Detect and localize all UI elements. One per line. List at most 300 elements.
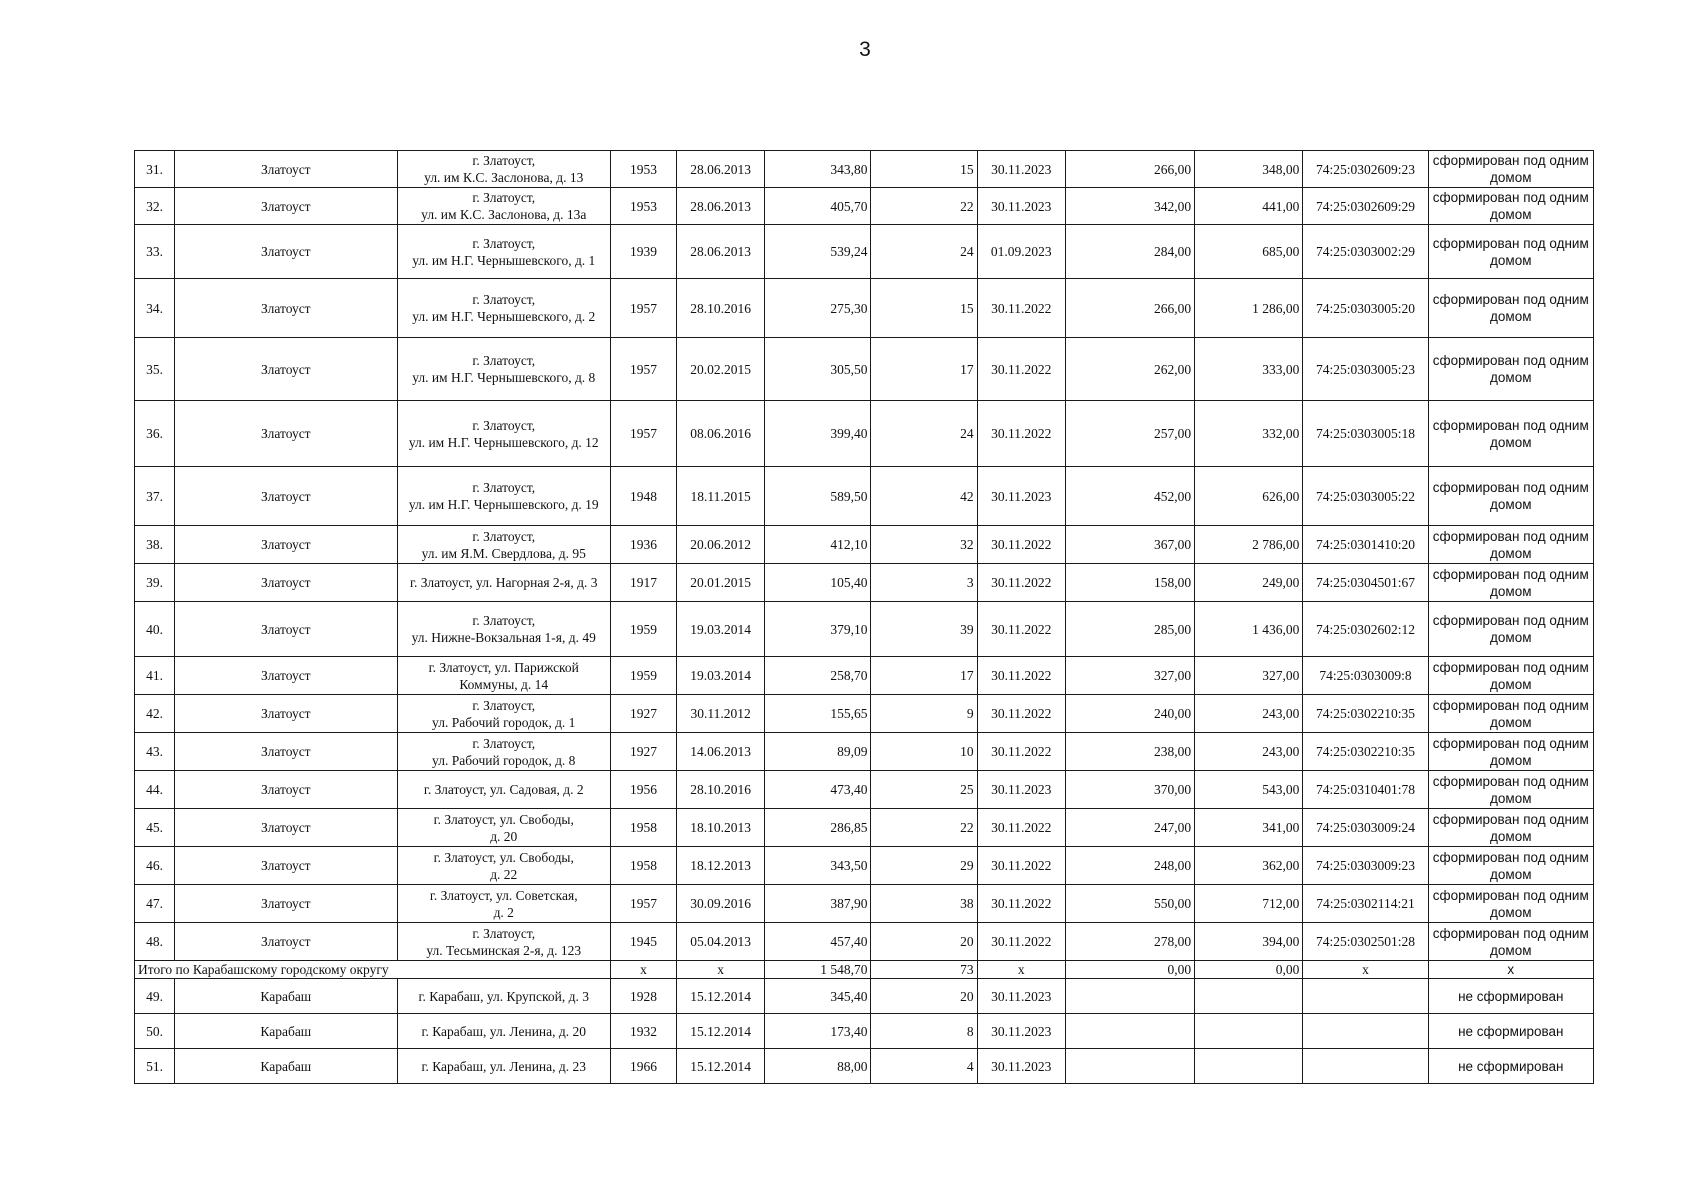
planned-date-cell: 30.11.2022: [977, 279, 1065, 338]
residents-cell: 39: [871, 602, 977, 657]
locality-cell: Златоуст: [175, 225, 397, 279]
locality-cell: Златоуст: [175, 657, 397, 695]
planned-date-cell: 30.11.2022: [977, 401, 1065, 467]
plot-area-total-cell: 1 286,00: [1195, 279, 1303, 338]
plot-area-cell: 248,00: [1065, 847, 1194, 885]
address-cell: [397, 657, 610, 695]
year-cell: 1959: [610, 657, 676, 695]
address-cell-line: г. Златоуст,: [472, 480, 536, 495]
plot-area-total-cell: 243,00: [1195, 695, 1303, 733]
plot-area-total-cell: [1195, 979, 1303, 1014]
plot-status-cell: не сформирован: [1428, 1014, 1593, 1049]
address-cell-line: д. 2: [493, 904, 514, 920]
planned-date-cell: 30.11.2023: [977, 771, 1065, 809]
residents-cell: 8: [871, 1014, 977, 1049]
area-cell: 405,70: [765, 188, 871, 225]
locality-cell: Златоуст: [175, 885, 397, 923]
address-cell: [397, 151, 610, 188]
address-cell-line: г. Златоуст, ул. Советская,: [429, 887, 578, 903]
locality-cell: Златоуст: [175, 401, 397, 467]
locality-cell: Златоуст: [175, 151, 397, 188]
plot-status-cell: сформирован под одним домом: [1428, 188, 1593, 225]
year-cell: 1959: [610, 602, 676, 657]
recognition-date-cell: 15.12.2014: [677, 979, 765, 1014]
plot-area-total-cell: 543,00: [1195, 771, 1303, 809]
row-number: 48.: [135, 923, 175, 961]
table-row: [135, 657, 1594, 695]
address-cell-line: г. Златоуст, ул. Парижской: [428, 659, 579, 675]
row-number: 33.: [135, 225, 175, 279]
row-number: 36.: [135, 401, 175, 467]
address-cell: [397, 733, 610, 771]
plot-area-cell: 284,00: [1065, 225, 1194, 279]
cadastral-number-cell: [1303, 979, 1428, 1014]
area-cell: 457,40: [765, 923, 871, 961]
area-cell: 88,00: [765, 1049, 871, 1084]
cadastral-number-cell: 74:25:0303009:23: [1303, 847, 1428, 885]
residents-cell: 22: [871, 809, 977, 847]
address-cell: [397, 188, 610, 225]
planned-date-cell: 30.11.2022: [977, 885, 1065, 923]
address-cell-line: д. 22: [490, 866, 518, 882]
residents-cell: 20: [871, 923, 977, 961]
address-cell-line: ул. им Н.Г. Чернышевского, д. 8: [412, 370, 596, 385]
row-number: 50.: [135, 1014, 175, 1049]
locality-cell: Златоуст: [175, 279, 397, 338]
plot-area-total-cell: 0,00: [1195, 961, 1303, 979]
planned-date-cell: 30.11.2022: [977, 526, 1065, 564]
address-cell-line: г. Златоуст,: [472, 353, 536, 368]
recognition-date-cell: 18.12.2013: [677, 847, 765, 885]
cadastral-number-cell: 74:25:0303005:22: [1303, 467, 1428, 526]
area-cell: 399,40: [765, 401, 871, 467]
address-cell-line: г. Златоуст,: [472, 190, 536, 205]
address-cell: [397, 564, 610, 602]
locality-cell: Златоуст: [175, 467, 397, 526]
cadastral-number-cell: 74:25:0302210:35: [1303, 733, 1428, 771]
recognition-date-cell: 30.11.2012: [677, 695, 765, 733]
residents-cell: 4: [871, 1049, 977, 1084]
year-cell: 1928: [610, 979, 676, 1014]
plot-area-total-cell: [1195, 1049, 1303, 1084]
residents-cell: 10: [871, 733, 977, 771]
cadastral-number-cell: 74:25:0304501:67: [1303, 564, 1428, 602]
plot-area-total-cell: 441,00: [1195, 188, 1303, 225]
recognition-date-cell: 20.01.2015: [677, 564, 765, 602]
recognition-date-cell: 19.03.2014: [677, 657, 765, 695]
plot-area-cell: 370,00: [1065, 771, 1194, 809]
table-row: [135, 602, 1594, 657]
area-cell: 173,40: [765, 1014, 871, 1049]
address-cell-line: г. Златоуст, ул. Садовая, д. 2: [423, 782, 584, 797]
year-cell: 1957: [610, 885, 676, 923]
area-cell: 539,24: [765, 225, 871, 279]
table-row: [135, 979, 1594, 1014]
address-cell-line: г. Златоуст, ул. Нагорная 2-я, д. 3: [409, 575, 598, 590]
residents-cell: 9: [871, 695, 977, 733]
table-row: [135, 564, 1594, 602]
locality-cell: Златоуст: [175, 564, 397, 602]
residents-cell: 24: [871, 401, 977, 467]
planned-date-cell: 30.11.2023: [977, 467, 1065, 526]
address-cell: [397, 771, 610, 809]
address-cell-line: ул. им К.С. Заслонова, д. 13: [424, 170, 584, 185]
address-cell-line: ул. Рабочий городок, д. 1: [432, 714, 576, 730]
year-cell: 1948: [610, 467, 676, 526]
plot-status-cell: x: [1428, 961, 1593, 979]
planned-date-cell: x: [977, 961, 1065, 979]
plot-area-cell: 247,00: [1065, 809, 1194, 847]
planned-date-cell: 30.11.2023: [977, 979, 1065, 1014]
address-cell-line: г. Златоуст,: [472, 528, 536, 544]
residents-cell: 3: [871, 564, 977, 602]
plot-area-cell: 266,00: [1065, 279, 1194, 338]
table-row: [135, 526, 1594, 564]
plot-area-total-cell: 626,00: [1195, 467, 1303, 526]
address-cell: [397, 467, 610, 526]
year-cell: 1932: [610, 1014, 676, 1049]
planned-date-cell: 30.11.2022: [977, 564, 1065, 602]
recognition-date-cell: 14.06.2013: [677, 733, 765, 771]
planned-date-cell: 30.11.2023: [977, 151, 1065, 188]
recognition-date-cell: 18.11.2015: [677, 467, 765, 526]
table-row: [135, 847, 1594, 885]
recognition-date-cell: x: [677, 961, 765, 979]
address-cell: [397, 401, 610, 467]
recognition-date-cell: 28.10.2016: [677, 771, 765, 809]
plot-area-total-cell: 362,00: [1195, 847, 1303, 885]
plot-area-total-cell: 2 786,00: [1195, 526, 1303, 564]
row-number: 44.: [135, 771, 175, 809]
address-cell-line: г. Карабаш, ул. Крупской, д. 3: [418, 988, 589, 1004]
area-cell: 105,40: [765, 564, 871, 602]
plot-area-total-cell: 333,00: [1195, 338, 1303, 401]
plot-area-total-cell: 1 436,00: [1195, 602, 1303, 657]
locality-cell: Златоуст: [175, 771, 397, 809]
plot-status-cell: сформирован под одним домом: [1428, 338, 1593, 401]
area-cell: 305,50: [765, 338, 871, 401]
locality-cell: Златоуст: [175, 809, 397, 847]
plot-area-cell: 158,00: [1065, 564, 1194, 602]
year-cell: 1927: [610, 695, 676, 733]
area-cell: 155,65: [765, 695, 871, 733]
plot-status-cell: сформирован под одним домом: [1428, 225, 1593, 279]
address-cell: [397, 847, 610, 885]
plot-area-cell: 257,00: [1065, 401, 1194, 467]
cadastral-number-cell: 74:25:0302609:29: [1303, 188, 1428, 225]
plot-area-total-cell: 249,00: [1195, 564, 1303, 602]
address-cell: [397, 1049, 610, 1084]
table-row: [135, 401, 1594, 467]
subtotal-row: [135, 961, 1594, 979]
year-cell: 1958: [610, 809, 676, 847]
address-cell-line: г. Карабаш, ул. Ленина, д. 23: [421, 1058, 587, 1074]
locality-cell: Златоуст: [175, 188, 397, 225]
year-cell: 1966: [610, 1049, 676, 1084]
locality-cell: Златоуст: [175, 847, 397, 885]
area-cell: 89,09: [765, 733, 871, 771]
plot-area-total-cell: 243,00: [1195, 733, 1303, 771]
address-cell-line: Коммуны, д. 14: [459, 676, 549, 692]
address-cell-line: ул. им Н.Г. Чернышевского, д. 19: [408, 497, 599, 512]
address-cell-line: г. Златоуст,: [472, 925, 536, 941]
row-number: 31.: [135, 151, 175, 188]
cadastral-number-cell: [1303, 1014, 1428, 1049]
table-row: [135, 151, 1594, 188]
locality-cell: Златоуст: [175, 338, 397, 401]
cadastral-number-cell: 74:25:0303009:24: [1303, 809, 1428, 847]
page-number: 3: [859, 38, 871, 61]
locality-cell: Златоуст: [175, 602, 397, 657]
year-cell: 1957: [610, 279, 676, 338]
plot-area-cell: 367,00: [1065, 526, 1194, 564]
address-cell: [397, 225, 610, 279]
table-row: [135, 923, 1594, 961]
plot-status-cell: сформирован под одним домом: [1428, 771, 1593, 809]
year-cell: 1957: [610, 338, 676, 401]
row-number: 43.: [135, 733, 175, 771]
plot-area-cell: [1065, 1049, 1194, 1084]
address-cell-line: г. Златоуст, ул. Свободы,: [433, 849, 574, 865]
locality-cell: Карабаш: [175, 1014, 397, 1049]
residents-cell: 22: [871, 188, 977, 225]
plot-area-cell: 342,00: [1065, 188, 1194, 225]
plot-area-cell: 240,00: [1065, 695, 1194, 733]
address-cell-line: г. Златоуст,: [472, 292, 536, 307]
year-cell: 1927: [610, 733, 676, 771]
area-cell: 343,80: [765, 151, 871, 188]
plot-status-cell: сформирован под одним домом: [1428, 695, 1593, 733]
housing-registry-table: [134, 150, 1594, 1084]
residents-cell: 73: [871, 961, 977, 979]
area-cell: 379,10: [765, 602, 871, 657]
plot-status-cell: сформирован под одним домом: [1428, 151, 1593, 188]
locality-cell: Златоуст: [175, 526, 397, 564]
residents-cell: 42: [871, 467, 977, 526]
cadastral-number-cell: 74:25:0301410:20: [1303, 526, 1428, 564]
area-cell: 1 548,70: [765, 961, 871, 979]
locality-cell: Златоуст: [175, 733, 397, 771]
row-number: 35.: [135, 338, 175, 401]
address-cell-line: г. Златоуст,: [472, 153, 536, 168]
table-row: [135, 695, 1594, 733]
plot-status-cell: сформирован под одним домом: [1428, 847, 1593, 885]
plot-status-cell: сформирован под одним домом: [1428, 923, 1593, 961]
table-row: [135, 809, 1594, 847]
planned-date-cell: 30.11.2022: [977, 657, 1065, 695]
area-cell: 345,40: [765, 979, 871, 1014]
area-cell: 589,50: [765, 467, 871, 526]
subtotal-label: Итого по Карабашскому городскому округу: [135, 961, 611, 979]
residents-cell: 20: [871, 979, 977, 1014]
residents-cell: 24: [871, 225, 977, 279]
recognition-date-cell: 15.12.2014: [677, 1014, 765, 1049]
year-cell: 1945: [610, 923, 676, 961]
plot-area-total-cell: 712,00: [1195, 885, 1303, 923]
table-row: [135, 188, 1594, 225]
plot-area-total-cell: 332,00: [1195, 401, 1303, 467]
year-cell: 1936: [610, 526, 676, 564]
row-number: 49.: [135, 979, 175, 1014]
recognition-date-cell: 28.06.2013: [677, 225, 765, 279]
cadastral-number-cell: x: [1303, 961, 1428, 979]
address-cell-line: г. Златоуст,: [472, 235, 536, 251]
cadastral-number-cell: 74:25:0302602:12: [1303, 602, 1428, 657]
plot-area-cell: 285,00: [1065, 602, 1194, 657]
planned-date-cell: 30.11.2023: [977, 1014, 1065, 1049]
row-number: 46.: [135, 847, 175, 885]
plot-status-cell: сформирован под одним домом: [1428, 809, 1593, 847]
year-cell: 1953: [610, 151, 676, 188]
residents-cell: 29: [871, 847, 977, 885]
address-cell-line: ул. Тесьминская 2-я, д. 123: [426, 942, 582, 958]
residents-cell: 15: [871, 151, 977, 188]
address-cell: [397, 809, 610, 847]
table-row: [135, 1049, 1594, 1084]
planned-date-cell: 30.11.2023: [977, 1049, 1065, 1084]
address-cell-line: ул. им Я.М. Свердлова, д. 95: [421, 545, 586, 561]
plot-status-cell: сформирован под одним домом: [1428, 564, 1593, 602]
locality-cell: Карабаш: [175, 1049, 397, 1084]
area-cell: 387,90: [765, 885, 871, 923]
cadastral-number-cell: 74:25:0303005:18: [1303, 401, 1428, 467]
row-number: 37.: [135, 467, 175, 526]
row-number: 38.: [135, 526, 175, 564]
address-cell-line: ул. им Н.Г. Чернышевского, д. 1: [412, 252, 596, 268]
address-cell-line: ул. им Н.Г. Чернышевского, д. 12: [408, 434, 599, 450]
plot-status-cell: не сформирован: [1428, 1049, 1593, 1084]
row-number: 47.: [135, 885, 175, 923]
plot-area-cell: [1065, 1014, 1194, 1049]
plot-area-cell: [1065, 979, 1194, 1014]
address-cell-line: ул. Нижне-Вокзальная 1-я, д. 49: [411, 630, 596, 645]
plot-area-total-cell: 348,00: [1195, 151, 1303, 188]
row-number: 39.: [135, 564, 175, 602]
plot-area-cell: 266,00: [1065, 151, 1194, 188]
address-cell: [397, 695, 610, 733]
plot-status-cell: сформирован под одним домом: [1428, 279, 1593, 338]
plot-area-cell: 327,00: [1065, 657, 1194, 695]
plot-area-total-cell: 394,00: [1195, 923, 1303, 961]
cadastral-number-cell: 74:25:0303002:29: [1303, 225, 1428, 279]
plot-area-cell: 262,00: [1065, 338, 1194, 401]
plot-area-total-cell: 341,00: [1195, 809, 1303, 847]
planned-date-cell: 01.09.2023: [977, 225, 1065, 279]
planned-date-cell: 30.11.2022: [977, 602, 1065, 657]
plot-area-cell: 0,00: [1065, 961, 1194, 979]
address-cell-line: г. Златоуст,: [472, 417, 536, 433]
table-row: [135, 885, 1594, 923]
year-cell: 1917: [610, 564, 676, 602]
cadastral-number-cell: 74:25:0303005:23: [1303, 338, 1428, 401]
area-cell: 275,30: [765, 279, 871, 338]
area-cell: 286,85: [765, 809, 871, 847]
residents-cell: 17: [871, 657, 977, 695]
year-cell: 1957: [610, 401, 676, 467]
area-cell: 412,10: [765, 526, 871, 564]
recognition-date-cell: 19.03.2014: [677, 602, 765, 657]
plot-status-cell: сформирован под одним домом: [1428, 467, 1593, 526]
cadastral-number-cell: 74:25:0302210:35: [1303, 695, 1428, 733]
address-cell-line: ул. Рабочий городок, д. 8: [432, 752, 576, 768]
area-cell: 343,50: [765, 847, 871, 885]
locality-cell: Карабаш: [175, 979, 397, 1014]
row-number: 45.: [135, 809, 175, 847]
planned-date-cell: 30.11.2022: [977, 338, 1065, 401]
table-row: [135, 338, 1594, 401]
year-cell: 1956: [610, 771, 676, 809]
plot-status-cell: сформирован под одним домом: [1428, 602, 1593, 657]
address-cell-line: ул. им К.С. Заслонова, д. 13а: [421, 207, 587, 222]
address-cell-line: ул. им Н.Г. Чернышевского, д. 2: [412, 309, 596, 324]
table-row: [135, 279, 1594, 338]
address-cell-line: г. Златоуст, ул. Свободы,: [433, 811, 574, 827]
address-cell: [397, 923, 610, 961]
plot-area-total-cell: 327,00: [1195, 657, 1303, 695]
plot-status-cell: сформирован под одним домом: [1428, 733, 1593, 771]
recognition-date-cell: 18.10.2013: [677, 809, 765, 847]
recognition-date-cell: 20.02.2015: [677, 338, 765, 401]
recognition-date-cell: 28.06.2013: [677, 188, 765, 225]
table-row: [135, 467, 1594, 526]
address-cell-line: г. Златоуст,: [472, 697, 536, 713]
recognition-date-cell: 08.06.2016: [677, 401, 765, 467]
plot-area-total-cell: [1195, 1014, 1303, 1049]
planned-date-cell: 30.11.2022: [977, 733, 1065, 771]
residents-cell: 38: [871, 885, 977, 923]
row-number: 34.: [135, 279, 175, 338]
recognition-date-cell: 05.04.2013: [677, 923, 765, 961]
table-row: [135, 733, 1594, 771]
planned-date-cell: 30.11.2022: [977, 923, 1065, 961]
recognition-date-cell: 15.12.2014: [677, 1049, 765, 1084]
plot-status-cell: не сформирован: [1428, 979, 1593, 1014]
row-number: 32.: [135, 188, 175, 225]
address-cell-line: г. Карабаш, ул. Ленина, д. 20: [421, 1023, 587, 1039]
address-cell: [397, 338, 610, 401]
cadastral-number-cell: 74:25:0303009:8: [1303, 657, 1428, 695]
address-cell: [397, 885, 610, 923]
cadastral-number-cell: 74:25:0303005:20: [1303, 279, 1428, 338]
area-cell: 473,40: [765, 771, 871, 809]
plot-area-total-cell: 685,00: [1195, 225, 1303, 279]
recognition-date-cell: 20.06.2012: [677, 526, 765, 564]
row-number: 41.: [135, 657, 175, 695]
address-cell-line: г. Златоуст,: [472, 613, 536, 628]
address-cell: [397, 526, 610, 564]
table-row: [135, 1014, 1594, 1049]
cadastral-number-cell: 74:25:0302609:23: [1303, 151, 1428, 188]
year-cell: 1958: [610, 847, 676, 885]
residents-cell: 25: [871, 771, 977, 809]
plot-status-cell: сформирован под одним домом: [1428, 526, 1593, 564]
locality-cell: Златоуст: [175, 923, 397, 961]
plot-area-cell: 238,00: [1065, 733, 1194, 771]
plot-status-cell: сформирован под одним домом: [1428, 657, 1593, 695]
row-number: 42.: [135, 695, 175, 733]
table-row: [135, 225, 1594, 279]
plot-area-cell: 550,00: [1065, 885, 1194, 923]
address-cell: [397, 279, 610, 338]
planned-date-cell: 30.11.2022: [977, 809, 1065, 847]
year-cell: 1953: [610, 188, 676, 225]
address-cell-line: д. 20: [490, 828, 518, 844]
address-cell: [397, 979, 610, 1014]
recognition-date-cell: 28.06.2013: [677, 151, 765, 188]
address-cell: [397, 602, 610, 657]
address-cell-line: г. Златоуст,: [472, 735, 536, 751]
table-row: [135, 771, 1594, 809]
